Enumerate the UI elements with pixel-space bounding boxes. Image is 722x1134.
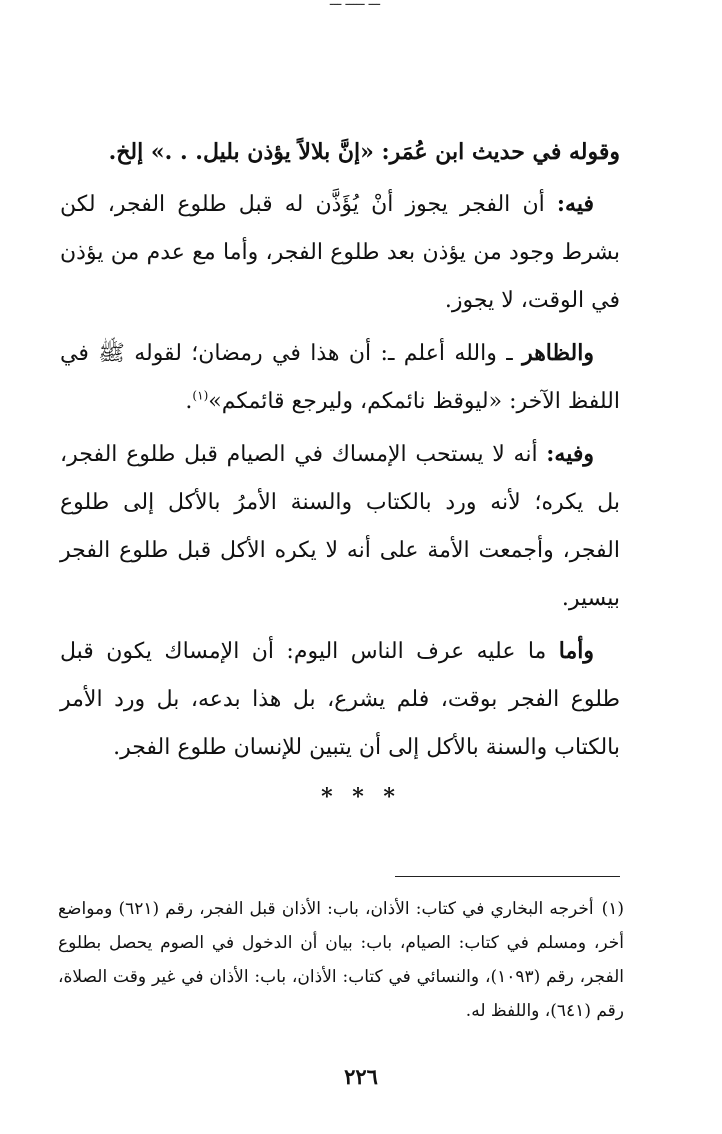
- paragraph-1: [60, 180, 620, 325]
- page-number: ٢٢٦: [344, 1064, 378, 1089]
- footnote-number: (١): [601, 899, 625, 919]
- paragraph-4: [60, 627, 620, 772]
- paragraph-text: أن الفجر يجوز أنْ يُؤَذَّن له قبل طلوع الفجر، لكن بشرط وجود من يؤذن بعد طلوع الفجر، وأما مع عدم من يؤذن في الوقت، لا يجوز.: [60, 192, 620, 313]
- running-header: ـــ ـــــ ـــ: [329, 0, 381, 9]
- footnote-reference[interactable]: (١): [192, 388, 209, 403]
- footnote: [58, 892, 624, 1028]
- paragraph-lead: فيه:: [556, 191, 594, 217]
- main-text: [60, 128, 620, 772]
- paragraph-2: [60, 329, 620, 426]
- section-heading: وقوله في حديث ابن عُمَر: «إنَّ بلالاً يؤذن بليل. . .» إلخ.: [108, 139, 620, 165]
- paragraph-lead: والظاهر: [522, 340, 594, 366]
- paragraph-lead: وأما: [558, 638, 594, 664]
- footnote-text: أخرجه البخاري في كتاب: الأذان، باب: الأذان قبل الفجر، رقم (٦٢١) ومواضع أخر، ومسلم في كتاب: الصيام، باب: بيان أن الدخول في الصوم يحصل بطلوع الفجر، رقم (١٠٩٣)، والنسائي في كتاب: الأذان، باب: الأذان في غير وقت الصلاة، رقم (٦٤١)، واللفظ له.: [58, 899, 624, 1021]
- paragraph-3: [60, 430, 620, 623]
- footnote-paragraph: [58, 892, 624, 1028]
- period: .: [185, 389, 193, 414]
- section-separator: * * *: [321, 784, 401, 810]
- footnote-divider: [395, 876, 620, 877]
- paragraph-lead: وفيه:: [546, 441, 594, 467]
- paragraph-text: ـ والله أعلم ـ: أن هذا في رمضان؛ لقوله ﷺ في اللفظ الآخر: «ليوقظ نائمكم، وليرجع قائمكم»: [60, 341, 620, 414]
- paragraph-text: ما عليه عرف الناس اليوم: أن الإمساك يكون قبل طلوع الفجر بوقت، فلم يشرع، بل هذا بدعه، بل ورد الأمر بالكتاب والسنة بالأكل إلى أن يتبين للإنسان طلوع الفجر.: [60, 639, 620, 760]
- paragraph-text: أنه لا يستحب الإمساك في الصيام قبل طلوع الفجر، بل يكره؛ لأنه ورد بالكتاب والسنة الأمرُ بالأكل إلى طلوع الفجر، وأجمعت الأمة على أنه لا يكره الأكل قبل طلوع الفجر بيسير.: [60, 442, 620, 611]
